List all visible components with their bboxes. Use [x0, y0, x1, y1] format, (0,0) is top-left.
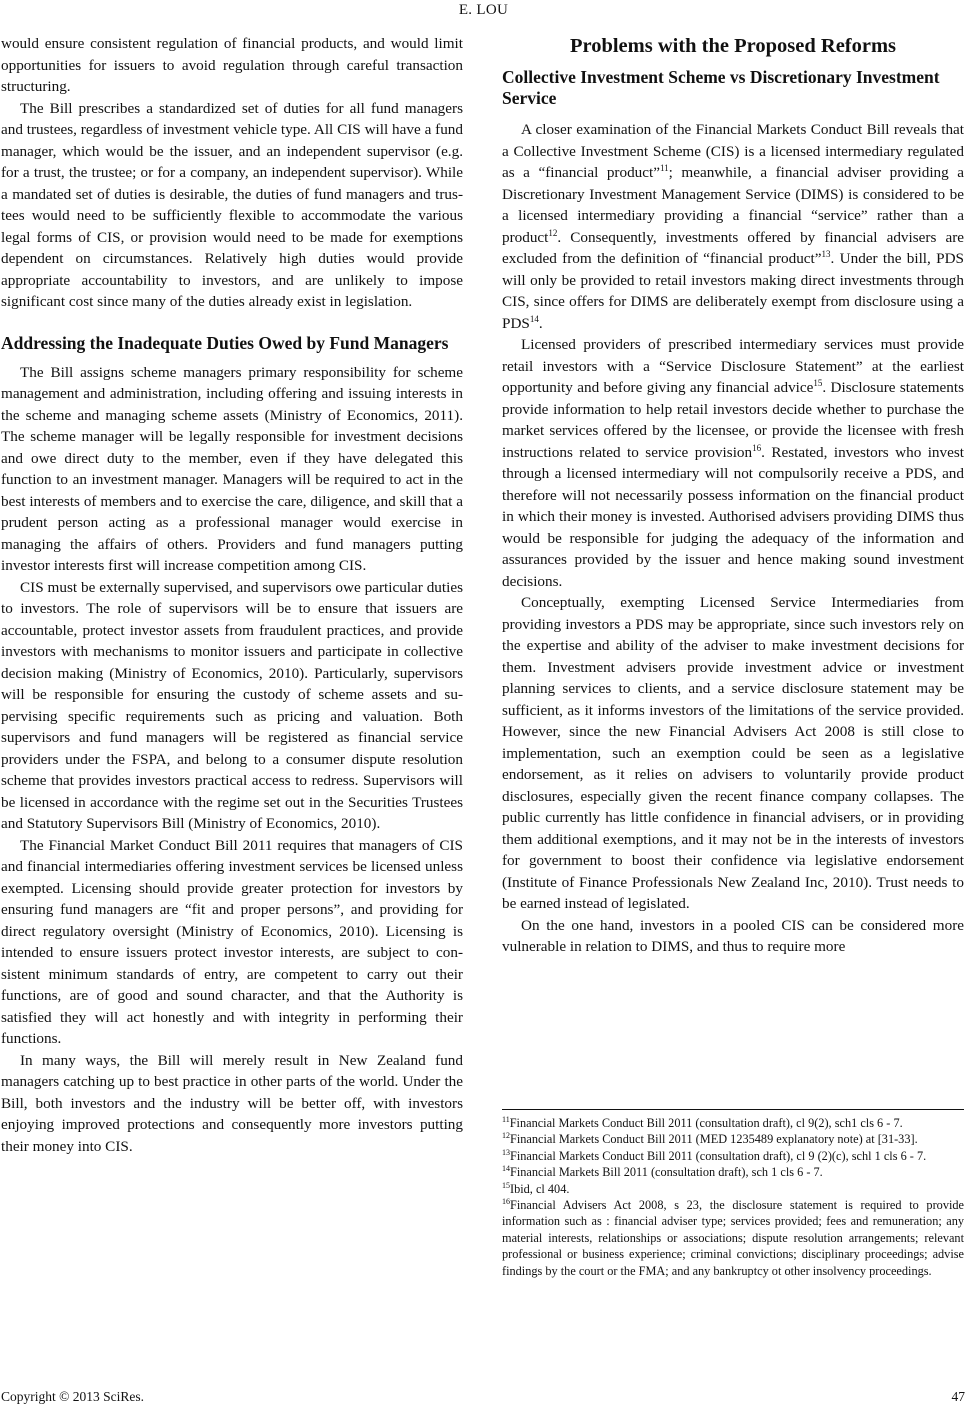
body-paragraph: The Bill prescribes a standardized set of duties for all fund managers and trustees, regardless of investment vehicle type. All CIS will have a fund manager, which would be the issuer, and an independent supervisor (e.g. for a trust, the trustee; or for a company, an independent supervisor). While a mandated set of duties is desirable, the duties of fund managers and trustees would need to be sufficiently flexible to accommodate the various legal forms of CIS, or provision would need to be made for exemptions dependent on circumstances. Relatively high duties would provide appropriate accountability to investors, and are unlikely to impose significant cost since many of the duties already exist in legislation. — [1, 99, 463, 310]
body-paragraph: A closer examination of the Financial Markets Conduct Bill reveals that a Collective Investment Scheme (CIS) is a licensed intermediary regulated as a “financial product”$^{11}$; meanwhile, a financial adviser providing a Discretionary Investment Management Service (DIMS) is considered to be a licensed intermediary providing a financial “service” rather than a product$^{12}$. Consequently, investments offered by financial advisers are excluded from the definition of “financial product”$^{13}$. Under the bill, PDS will only be provided to retail investors making direct investments through CIS, since offers for DIMS are deliberately exempt from disclosure using a PDS$^{14}$. — [502, 121, 964, 332]
body-paragraph: In many ways, the Bill will merely result in New Zealand fund managers catching up to best practice in other parts of the world. Under the Bill, both investors and the industry will be better off, with investors enjoying improved protections and consequently more investors putting their money into CIS. — [1, 1051, 463, 1155]
footnote-ref[interactable]: 12 — [548, 227, 558, 238]
footnote-ref[interactable]: 11 — [659, 163, 669, 173]
footnote: $^{15}$Ibid, cl 404. — [502, 1180, 570, 1196]
footnote-ref[interactable]: 15 — [813, 378, 823, 388]
footnote: $^{16}$Financial Advisers Act 2008, s 23, the disclosure statement is required to provide information such as : financial adviser type; services provided; fees and remuneration; any material interests, relationships or associations; dispute resolution arrangements; relevant professional or business experience; criminal convictions; disciplinary proceedings; advise findings by the court or the FMA; and any bankruptcy ot other insolvency proceedings. — [502, 1197, 964, 1278]
body-paragraph: Conceptually, exempting Licensed Service Intermediaries from providing investors a PDS may be appropriate, since such investors rely on the expertise and ability of the adviser to make investment decisions for them. Investment advisers provide investment advice or investment planning services to clients, and a service disclosure statement may be sufficient, as it informs investors of the limitations of the service provided. However, since the new Financial Advisers Act 2008 is still close to implementation, such an exemption could be seen as a legislative endorsement, as it relies on advisers to voluntarily provide product disclosures, especially given the recent finance company collapses. The public currently has little confidence in financial advisers, or in providing them additional exemptions, and it may not be in the interests of investors for government to boost their confidence via legislative endorsement (Institute of Finance Professionals New Zealand Inc, 2010). Trust needs to be earned instead of legislated. — [502, 594, 964, 912]
right-column — [502, 33, 964, 958]
copyright: Copyright © 2013 SciRes. — [1, 1389, 145, 1404]
footnote-ref[interactable]: 16 — [752, 442, 762, 453]
body-paragraph: The Financial Market Conduct Bill 2011 requires that managers of CIS and financial intermediaries offering investment services be licensed unless exempted. Licensing should provide greater protection for investors by ensuring fund managers are “fit and proper persons”, and providing for direct regulatory oversight (Ministry of Economics, 2010). Licensing is intended to ensure issuers protect investor interests, are subject to consistent minimum standards of entry, are competent to carry out their functions, are of good and sound character, and that the Authority is satisfied they will act honestly and with integrity in performing their functions. — [1, 836, 463, 1047]
footnote: $^{11}$Financial Markets Conduct Bill 2011 (consultation draft), cl 9(2), sch1 cls 6 - 7. — [502, 1115, 903, 1130]
footnote: $^{14}$Financial Markets Bill 2011 (consultation draft), sch 1 cls 6 - 7. — [502, 1164, 823, 1180]
running-head: E. LOU — [458, 2, 509, 18]
section-heading: Problems with the Proposed Reforms — [569, 35, 897, 57]
footnote: $^{13}$Financial Markets Conduct Bill 2011 (consultation draft), cl 9 (2)(c), schl 1 cls 6 - 7. — [502, 1147, 927, 1163]
body-paragraph: Licensed providers of prescribed intermediary services must provide retail investors with a “Service Disclosure Statement” at the earliest opportunity and before giving any financial advice$^{15}$. Disclosure statements provide information to help retail investors decide whether to purchase the market services offered by the licensee, or provide the licensee with fresh instructions related to service provision$^{16}$. Restated, investors who invest through a licensed intermediary will not compulsorily receive a PDS, and therefore will not necessarily possess information on the financial product in which their money is invested. Authorised advisers providing DIMS thus would be responsible for judging the adequacy of the information and assurances provided by the issuer and hence making sound investment decisions. — [502, 336, 964, 590]
footnote-ref[interactable]: 14 — [529, 313, 539, 324]
subsection-heading: Collective Investment Scheme vs Discretionary Investment Service — [502, 67, 940, 108]
body-paragraph: The Bill assigns scheme managers primary responsibility for scheme management and administration, including offering and issuing interests in the scheme and managing scheme assets (Ministry of Economics, 2011). The scheme manager will be legally responsible for investment decisions and owe direct duty to the member, even if they have delegated this function to an investment manager. Managers will be required to act in the best interests of members and to exercise the care, diligence, and skill that a prudent person acting as a professional manager would exercise in managing the affairs of others. Providers and fund managers putting investor interests first will increase competition among CIS. — [1, 363, 463, 574]
left-column — [1, 33, 463, 1157]
subsection-heading: Addressing the Inadequate Duties Owed by Fund Managers — [1, 332, 449, 353]
body-paragraph: would ensure consistent regulation of financial products, and would limit opportunities for issuers to avoid regulation through careful transaction structuring. — [1, 35, 463, 95]
footnote-ref[interactable]: 13 — [821, 249, 831, 259]
body-paragraph: CIS must be externally supervised, and supervisors owe particular duties to investors. The role of supervisors will be to ensure that issuers are accountable, protect investor assets from fraudulent practices, and provide investors with mechanisms to monitor issuers and participate in collective decision making (Ministry of Economics, 2010). Particularly, supervisors will be responsible for ensuring the custody of scheme assets and supervising specific requirements such as pricing and valuation. Both supervisors and fund managers will be registered as financial service providers under the FSPA, and belong to a consumer dispute resolution scheme that provides investors practical access to redress. Supervisors will be licensed in accordance with the regime set out in the Securities Trustees and Statutory Supervisors Bill (Ministry of Economics, 2010). — [1, 578, 463, 832]
page-footer — [1, 1389, 965, 1405]
page-number: 47 — [951, 1389, 965, 1404]
footnote: $^{12}$Financial Markets Conduct Bill 2011 (MED 1235489 explanatory note) at [31-33]. — [502, 1131, 918, 1147]
body-paragraph: On the one hand, investors in a pooled CIS can be considered more vulnerable in relation to DIMS, and thus to require more — [502, 916, 964, 955]
footnotes — [502, 1109, 964, 1279]
